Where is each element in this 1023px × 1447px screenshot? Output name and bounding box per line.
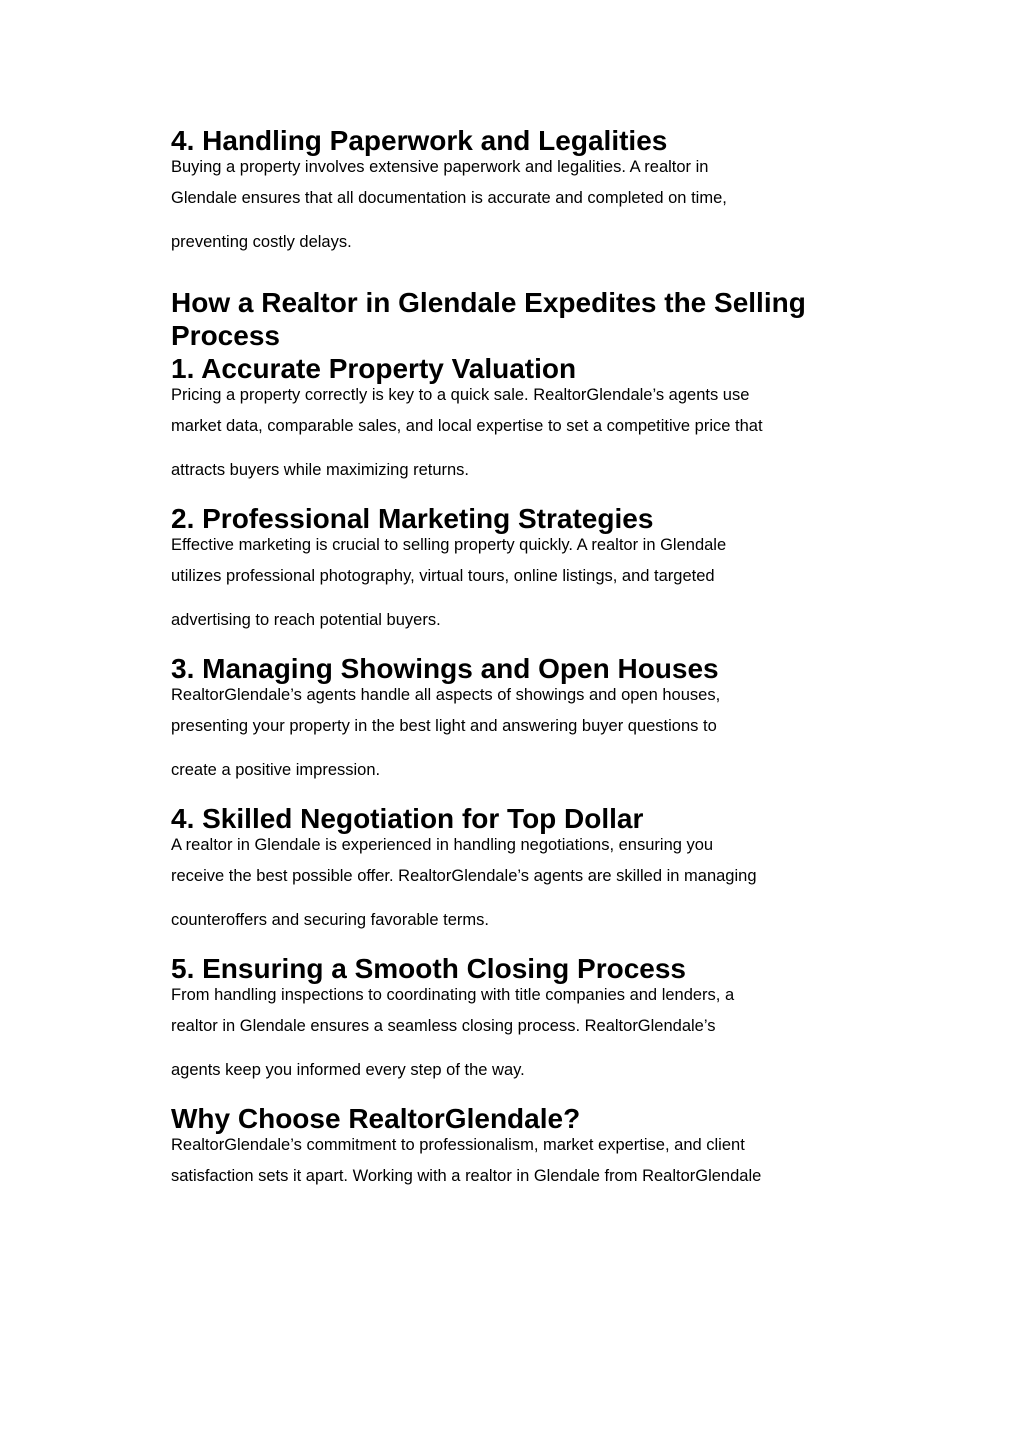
paragraph-line: Glendale ensures that all documentation is accurate and completed on time, bbox=[171, 189, 727, 207]
paragraph-line: agents keep you informed every step of the way. bbox=[171, 1060, 525, 1079]
section-heading: 4. Skilled Negotiation for Top Dollar bbox=[171, 803, 644, 834]
section-heading: 3. Managing Showings and Open Houses bbox=[171, 653, 719, 684]
why-choose-section bbox=[171, 1102, 871, 1199]
major-heading-line: Process bbox=[171, 320, 280, 351]
paragraph-line: Pricing a property correctly is key to a quick sale. RealtorGlendale’s agents use bbox=[171, 386, 750, 404]
paragraph-line: advertising to reach potential buyers. bbox=[171, 610, 441, 629]
section-heading: 2. Professional Marketing Strategies bbox=[171, 503, 654, 534]
section-heading: Why Choose RealtorGlendale? bbox=[171, 1103, 581, 1134]
paragraph-line: satisfaction sets it apart. Working with a realtor in Glendale from RealtorGlendale bbox=[171, 1167, 762, 1185]
document-body bbox=[171, 124, 871, 1199]
section-paragraph bbox=[171, 835, 871, 942]
section-paragraph bbox=[171, 535, 871, 642]
section-heading: 4. Handling Paperwork and Legalities bbox=[171, 125, 668, 156]
valuation-section bbox=[171, 352, 871, 492]
paperwork-section bbox=[171, 124, 871, 264]
showings-section bbox=[171, 652, 871, 792]
section-paragraph bbox=[171, 385, 871, 492]
closing-section bbox=[171, 952, 871, 1092]
paragraph-line: preventing costly delays. bbox=[171, 232, 352, 251]
section-paragraph bbox=[171, 685, 871, 792]
marketing-section bbox=[171, 502, 871, 642]
section-paragraph bbox=[171, 985, 871, 1092]
paragraph-line: attracts buyers while maximizing returns. bbox=[171, 460, 470, 479]
paragraph-line: realtor in Glendale ensures a seamless closing process. RealtorGlendale’s bbox=[171, 1017, 716, 1035]
paragraph-line: create a positive impression. bbox=[171, 760, 381, 779]
negotiation-section bbox=[171, 802, 871, 942]
paragraph-line: From handling inspections to coordinating with title companies and lenders, a bbox=[171, 986, 735, 1004]
section-paragraph bbox=[171, 157, 871, 264]
paragraph-line: Buying a property involves extensive paperwork and legalities. A realtor in bbox=[171, 158, 709, 176]
paragraph-line: RealtorGlendale’s agents handle all aspects of showings and open houses, bbox=[171, 686, 721, 704]
paragraph-line: market data, comparable sales, and local expertise to set a competitive price that bbox=[171, 417, 763, 435]
section-heading: 1. Accurate Property Valuation bbox=[171, 353, 577, 384]
paragraph-line: utilizes professional photography, virtual tours, online listings, and targeted bbox=[171, 567, 715, 585]
paragraph-line: presenting your property in the best light and answering buyer questions to bbox=[171, 717, 717, 735]
paragraph-line: receive the best possible offer. RealtorGlendale’s agents are skilled in managing bbox=[171, 867, 757, 885]
paragraph-line: counteroffers and securing favorable terms. bbox=[171, 910, 489, 929]
paragraph-line: A realtor in Glendale is experienced in handling negotiations, ensuring you bbox=[171, 836, 714, 854]
section-paragraph bbox=[171, 1135, 871, 1199]
major-heading bbox=[171, 286, 871, 352]
paragraph-line: RealtorGlendale’s commitment to professionalism, market expertise, and client bbox=[171, 1136, 745, 1154]
major-heading-line: How a Realtor in Glendale Expedites the Selling bbox=[171, 287, 806, 318]
paragraph-line: Effective marketing is crucial to selling property quickly. A realtor in Glendale bbox=[171, 536, 727, 554]
section-heading: 5. Ensuring a Smooth Closing Process bbox=[171, 953, 686, 984]
